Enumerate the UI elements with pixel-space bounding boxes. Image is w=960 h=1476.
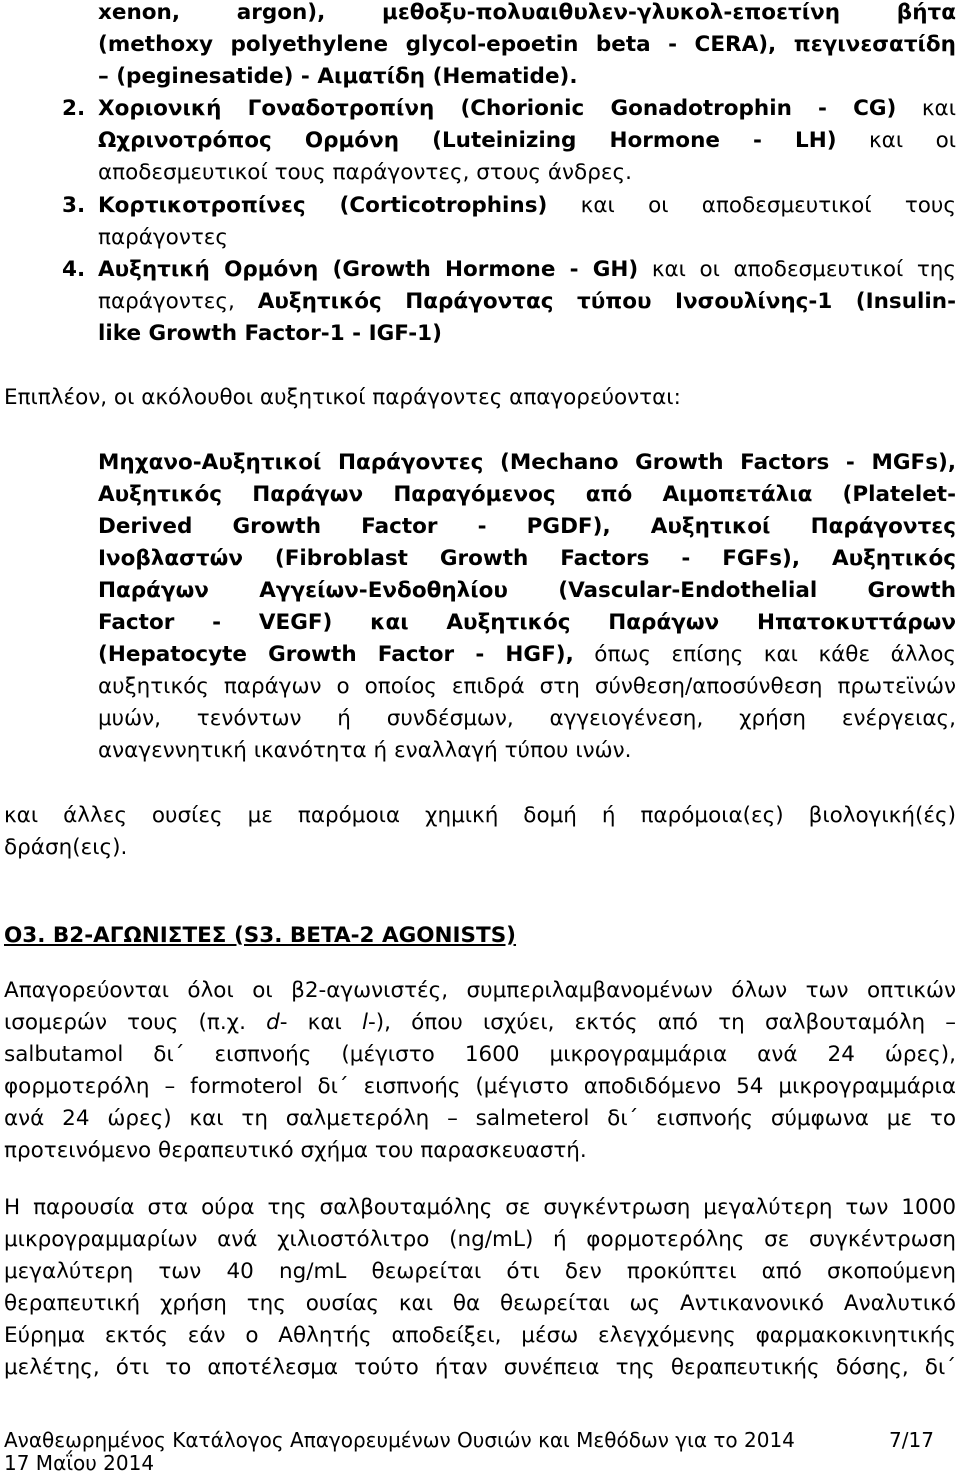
item-3-line-2: παράγοντες (98, 225, 229, 250)
item-number-3: 3. (62, 193, 86, 218)
para1-line-4: φορμοτερόλη – formoterol δι΄ εισπνοής (μέγιστο αποδιδόμενο 54 μικρογραμμάρια (4, 1074, 956, 1099)
factors-line-9: μυών, τενόντων ή συνδέσμων, αγγειογένεση, χρήση ενέργειας, (98, 706, 956, 731)
para2-line-6: μελέτης, ότι το αποτέλεσμα τούτο ήταν συνέπεια της θεραπευτικής δόσης, δι΄ (4, 1355, 956, 1380)
section-heading: Ο3. Β2-ΑΓΩΝΙΣΤΕΣ (S3. BETA-2 AGONISTS) (4, 923, 517, 948)
growth-factors-intro: Επιπλέον, οι ακόλουθοι αυξητικοί παράγοντες απαγορεύονται: (4, 385, 681, 410)
para1-line-1: Απαγορεύονται όλοι οι β2-αγωνιστές, συμπεριλαμβανομένων όλων των οπτικών (4, 978, 956, 1003)
similar-substances-line-2: δράση(εις). (4, 835, 128, 860)
item-2-line-1: Χοριονική Γοναδοτροπίνη (Chorionic Gonadotrophin - CG) και (98, 96, 957, 121)
factors-line-10: αναγεννητική ικανότητα ή εναλλαγή τύπου ινών. (98, 738, 632, 763)
item-4-line-3: like Growth Factor-1 - IGF-1) (98, 321, 442, 346)
footer-date: 17 Μαΐου 2014 (4, 1451, 155, 1475)
item-3-line-1: Κορτικοτροπίνες (Corticotrophins) και οι αποδεσμευτικοί τους (98, 193, 956, 218)
para2-line-3: μεγαλύτερη των 40 ng/mL θεωρείται ότι δεν προκύπτει από σκοπούμενη (4, 1259, 956, 1284)
intro-line-1: xenon, argon), μεθοξυ-πολυαιθυλεν-γλυκολ-εποετίνη βήτα (98, 0, 956, 25)
intro-line-3: – (peginesatide) - Αιματίδη (Hematide). (98, 64, 578, 89)
factors-line-8: αυξητικός παράγων ο οποίος επιδρά στη σύνθεση/αποσύνθεση πρωτεϊνών (98, 674, 956, 699)
para1-line-2: ισομερών τους (π.χ. d- και l-), όπου ισχύει, εκτός από τη σαλβουταμόλη – (4, 1010, 957, 1035)
factors-line-4: Ινοβλαστών (Fibroblast Growth Factors - FGFs), Αυξητικός (98, 546, 956, 571)
para2-line-5: Εύρημα εκτός εάν ο Αθλητής αποδείξει, μέσω ελεγχόμενης φαρμακοκινητικής (4, 1323, 956, 1348)
similar-substances-line-1: και άλλες ουσίες με παρόμοια χημική δομή ή παρόμοια(ες) βιολογική(ές) (4, 803, 956, 828)
factors-line-7: (Hepatocyte Growth Factor - HGF), όπως επίσης και κάθε άλλος (98, 642, 957, 667)
para2-line-4: θεραπευτική χρήση της ουσίας και θα θεωρείται ως Αντικανονικό Αναλυτικό (4, 1291, 956, 1316)
intro-line-2: (methoxy polyethylene glycol-epoetin beta - CERA), πεγινεσατίδη (98, 32, 956, 57)
factors-line-5: Παράγων Αγγείων-Ενδοθηλίου (Vascular-Endothelial Growth (98, 578, 956, 603)
para1-line-3: salbutamol δι΄ εισπνοής (μέγιστο 1600 μικρογραμμάρια ανά 24 ώρες), (4, 1042, 956, 1067)
factors-line-1: Μηχανο-Αυξητικοί Παράγοντες (Mechano Growth Factors - MGFs), (98, 450, 956, 475)
factors-line-2: Αυξητικός Παράγων Παραγόμενος από Αιμοπετάλια (Platelet- (98, 482, 956, 507)
item-2-line-2: Ωχρινοτρόπος Ορμόνη (Luteinizing Hormone - LH) και οι (98, 128, 956, 153)
para1-line-6: προτεινόμενο θεραπευτικό σχήμα του παρασκευαστή. (4, 1138, 587, 1163)
item-number-2: 2. (62, 96, 86, 121)
footer-title: Αναθεωρημένος Κατάλογος Απαγορευμένων Ουσιών και Μεθόδων για το 2014 (4, 1428, 795, 1452)
footer-page-number: 7/17 (889, 1428, 934, 1452)
factors-line-6: Factor - VEGF) και Αυξητικός Παράγων Ηπατοκυττάρων (98, 610, 956, 635)
item-number-4: 4. (62, 257, 86, 282)
para2-line-2: μικρογραμμαρίων ανά χιλιοστόλιτρο (ng/mL) ή φορμοτερόλης σε συγκέντρωση (4, 1227, 956, 1252)
para2-line-1: Η παρουσία στα ούρα της σαλβουταμόλης σε συγκέντρωση μεγαλύτερη των 1000 (4, 1195, 956, 1220)
item-2-line-3: αποδεσμευτικοί τους παράγοντες, στους άνδρες. (98, 160, 632, 185)
item-4-line-2: παράγοντες, Αυξητικός Παράγοντας τύπου Ινσουλίνης-1 (Insulin- (98, 289, 956, 314)
factors-line-3: Derived Growth Factor - PGDF), Αυξητικοί Παράγοντες (98, 514, 956, 539)
para1-line-5: ανά 24 ώρες) και τη σαλμετερόλη – salmeterol δι΄ εισπνοής σύμφωνα με το (4, 1106, 956, 1131)
item-4-line-1: Αυξητική Ορμόνη (Growth Hormone - GH) και οι αποδεσμευτικοί της (98, 257, 957, 282)
